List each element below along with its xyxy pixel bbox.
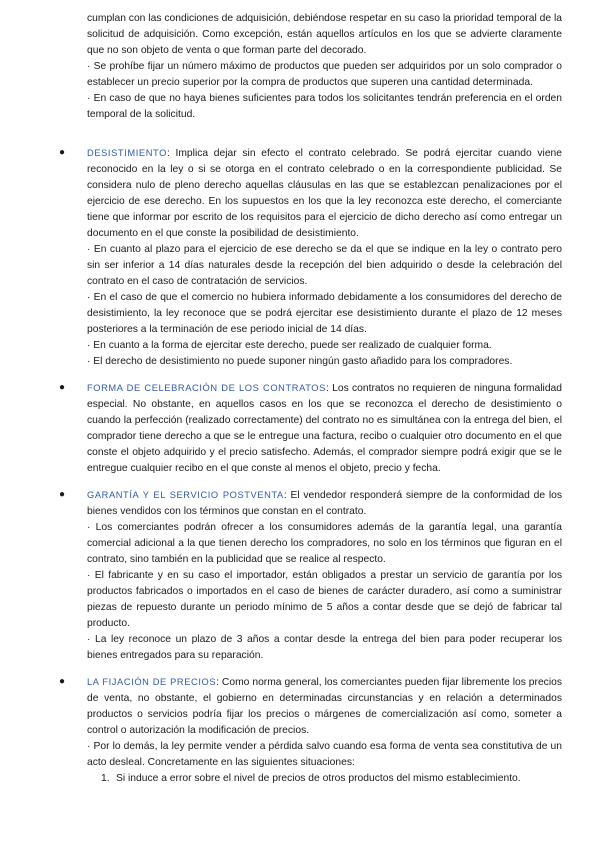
section-lead-text: : El vendedor responderá siempre de la conformidad de los bienes vendidos con los términos que constan en el contrato. <box>87 490 562 517</box>
section-lead-text: : Los contratos no requieren de ninguna formalidad especial. No obstante, en aquellos casos en los que se reconozca el derecho de desistimiento o cuando la perfección (realizado correctamente) del contrato no es simultánea con la entrega del bien, el comprador tiene derecho a que se le entregue una factura, recibo o cualquier otro documento en el que conste el objeto adquirido y el precio satisfecho. Además, el comprador siempre podrá exigir que se le entregue cualquier recibo en el que conste al menos el objeto, precio y fecha. <box>87 383 562 474</box>
intro-paragraph: cumplan con las condiciones de adquisición, debiéndose respetar en su caso la prioridad temporal de la solicitud de adquisición. Como excepción, están aquellos artículos en los que se advierte claramente que no son objeto de venta o que forman parte del decorado. <box>87 13 562 56</box>
section-lead-text: : Implica dejar sin efecto el contrato celebrado. Se podrá ejercitar cuando viene reconocido en la ley o si se otorga en el contrato celebrado o en la correspondiente publicidad. Se considera nulo de pleno derecho aquellas cláusulas en las que se establezcan penalizaciones por el ejercicio de ese derecho. En los supuestos en los que la ley reconozca este derecho, el comerciante tiene que informar por escrito de los requisitos para el ejercicio de dicho derecho así como entregar un documento en el que conste la posibilidad de desistimiento. <box>87 148 562 239</box>
section-lead <box>87 487 562 520</box>
section-paragraph: · En el caso de que el comercio no hubiera informado debidamente a los consumidores del derecho de desistimiento, la ley reconoce que se podrá ejercitar ese desistimiento durante el plazo de 12 meses posteriores a la terminación de ese periodo inicial de 14 días. <box>87 292 562 335</box>
bullet-icon: ● <box>59 489 66 500</box>
section-heading: FORMA DE CELEBRACIÓN DE LOS CONTRATOS <box>87 383 326 393</box>
section-garantia <box>59 487 562 664</box>
section-lead-text: : Como norma general, los comerciantes pueden fijar libremente los precios de venta, no obstante, el gobierno en determinadas circunstancias y en relación a determinados productos o servicios podría fijar los precios o márgenes de comercialización así como, someter a control o autorización la modificación de precios. <box>87 677 562 736</box>
intro-paragraph: · Se prohíbe fijar un número máximo de productos que pueden ser adquiridos por un solo comprador o establecer un precio superior por la compra de productos que superen una cantidad determinada. <box>87 61 562 88</box>
numbered-list-item <box>101 771 562 787</box>
section-forma-celebracion <box>59 380 562 477</box>
section-paragraph: · El fabricante y en su caso el importador, están obligados a prestar un servicio de garantía por los productos fabricados o importados en el caso de bienes de carácter duradero, así como a suministrar piezas de repuesto durante un periodo mínimo de 5 años a contar desde que se dejó de fabricar tal producto. <box>87 570 562 629</box>
list-item-number: 1. <box>101 773 110 784</box>
text-column <box>59 11 562 787</box>
section-heading: GARANTÍA Y EL SERVICIO POSTVENTA <box>87 490 284 500</box>
section-heading: LA FIJACIÓN DE PRECIOS <box>87 677 217 687</box>
bullet-icon: ● <box>59 676 66 687</box>
section-lead <box>87 674 562 739</box>
section-paragraph: · En cuanto al plazo para el ejercicio de ese derecho se da el que se indique en la ley o contrato pero sin ser inferior a 14 días naturales desde la recepción del bien adquirido o desde la celebración del contrato en el caso de contratación de servicios. <box>87 244 562 287</box>
section-lead <box>87 380 562 477</box>
bullet-icon: ● <box>59 382 66 393</box>
section-paragraph: · El derecho de desistimiento no puede suponer ningún gasto añadido para los compradores. <box>87 356 513 367</box>
intro-block <box>87 11 562 123</box>
bullet-icon: ● <box>59 147 66 158</box>
intro-paragraph: · En caso de que no haya bienes suficientes para todos los solicitantes tendrán preferencia en el orden temporal de la solicitud. <box>87 93 562 120</box>
section-fijacion-precios <box>59 674 562 787</box>
section-heading: DESISTIMIENTO <box>87 148 167 158</box>
section-desistimiento <box>59 145 562 370</box>
list-item-text: Si induce a error sobre el nivel de precios de otros productos del mismo establecimiento. <box>116 773 521 784</box>
section-paragraph: · En cuanto a la forma de ejercitar este derecho, puede ser realizado de cualquier forma. <box>87 340 492 351</box>
section-paragraph: · Por lo demás, la ley permite vender a pérdida salvo cuando esa forma de venta sea constitutiva de un acto desleal. Concretamente en las siguientes situaciones: <box>87 741 562 768</box>
section-paragraph: · La ley reconoce un plazo de 3 años a contar desde la entrega del bien para poder recuperar los bienes entregados para su reparación. <box>87 634 562 661</box>
section-paragraph: · Los comerciantes podrán ofrecer a los consumidores además de la garantía legal, una garantía comercial adicional a la que tienen derecho los compradores, no solo en los términos que figuran en el contrato, sino también en la publicidad que se realice al respecto. <box>87 522 562 565</box>
section-lead <box>87 145 562 242</box>
